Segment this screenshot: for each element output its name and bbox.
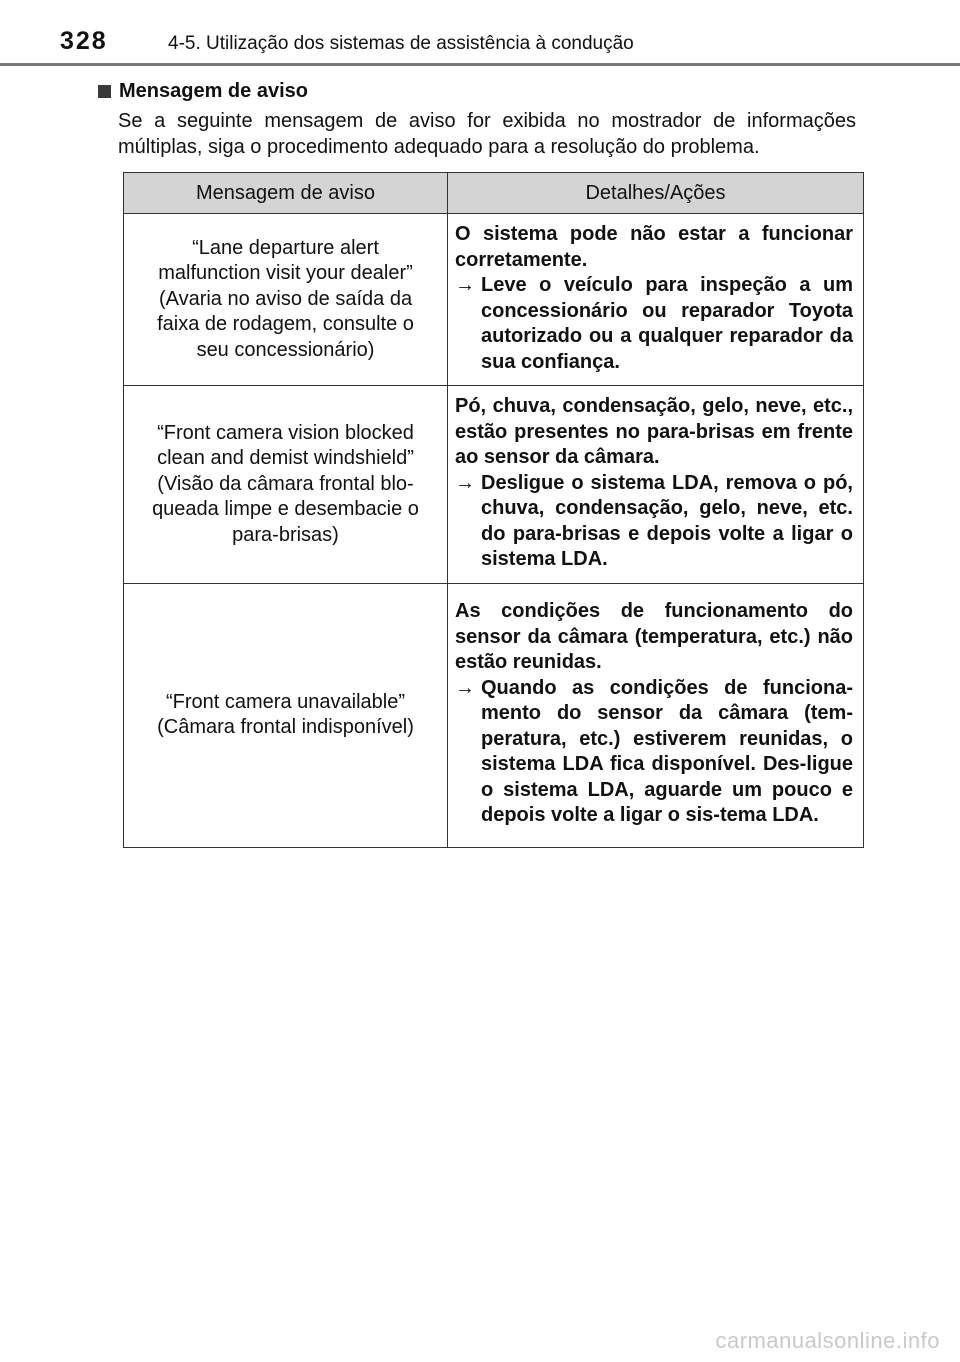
cause-text: As condições de funcionamento do sensor da câmara (temperatura, etc.) não estão reunidas. (455, 600, 853, 674)
message-line: clean and demist windshield” (157, 447, 414, 469)
warning-message-table (123, 172, 864, 848)
table-row (124, 214, 864, 386)
column-header-message: Mensagem de aviso (124, 173, 448, 214)
action-text: Quando as condições de funciona-mento do sensor da câmara (tem-peratura, etc.) estiverem reunidas, o sistema LDA fica disponível. Des-ligue o sistema LDA, aguarde um pouco e depois volte a ligar o sis-tema LDA. (481, 676, 853, 827)
message-line: para-brisas) (232, 523, 339, 546)
table-row (124, 583, 864, 847)
cause-text: Pó, chuva, condensação, gelo, neve, etc., estão presentes no para-brisas em frente ao sensor da câmara. (455, 395, 853, 468)
action-text: Desligue o sistema LDA, remova o pó, chuva, condensação, gelo, neve, etc. do para-brisas e depois volte a ligar o sistema LDA. (481, 471, 853, 570)
arrow-right-icon: → (455, 274, 475, 296)
chapter-title: 4-5. Utilização dos sistemas de assistência à condução (168, 33, 634, 54)
section-heading (96, 78, 866, 104)
details-cell (448, 214, 864, 386)
message-line: (Visão da câmara frontal blo- (157, 472, 414, 495)
message-line: queada limpe e desembacie o (152, 498, 419, 520)
message-line: seu concessionário) (196, 338, 375, 361)
warning-message-cell (124, 583, 448, 847)
arrow-right-icon: → (455, 471, 475, 494)
message-line: malfunction visit your dealer” (158, 262, 413, 285)
square-bullet-icon (98, 85, 111, 98)
arrow-right-icon: → (455, 676, 475, 699)
warning-message-cell (124, 386, 448, 584)
message-line: (Avaria no aviso de saída da (158, 287, 413, 310)
warning-message-cell (124, 214, 448, 386)
cause-text: O sistema pode não estar a funcionar corretamente. (455, 223, 853, 271)
section-heading-text: Mensagem de aviso (119, 80, 308, 102)
message-line: (Câmara frontal indisponível) (157, 716, 414, 738)
table-header-row (124, 173, 864, 214)
action-item (455, 471, 853, 573)
message-line: faixa de rodagem, consulte o (157, 313, 414, 336)
action-text: Leve o veículo para inspeção a um concessionário ou reparador Toyota autorizado ou a qualquer reparador da sua confiança. (481, 274, 853, 373)
details-cell (448, 583, 864, 847)
section-intro: Se a seguinte mensagem de aviso for exibida no mostrador de informações múltiplas, siga o procedimento adequado para a resolução do problema. (118, 110, 856, 158)
page-number: 328 (60, 27, 108, 55)
warning-message-section (96, 78, 866, 160)
message-line: “Lane departure alert (192, 236, 379, 259)
message-line: “Front camera unavailable” (166, 690, 405, 713)
action-item (455, 273, 853, 375)
details-cell (448, 386, 864, 584)
action-item (455, 676, 853, 829)
column-header-details: Detalhes/Ações (448, 173, 864, 214)
table-row (124, 386, 864, 584)
watermark-link[interactable]: carmanualsonline.info (715, 1328, 940, 1353)
header-divider (0, 63, 960, 66)
page-header (0, 0, 960, 68)
message-line: “Front camera vision blocked (157, 421, 414, 444)
